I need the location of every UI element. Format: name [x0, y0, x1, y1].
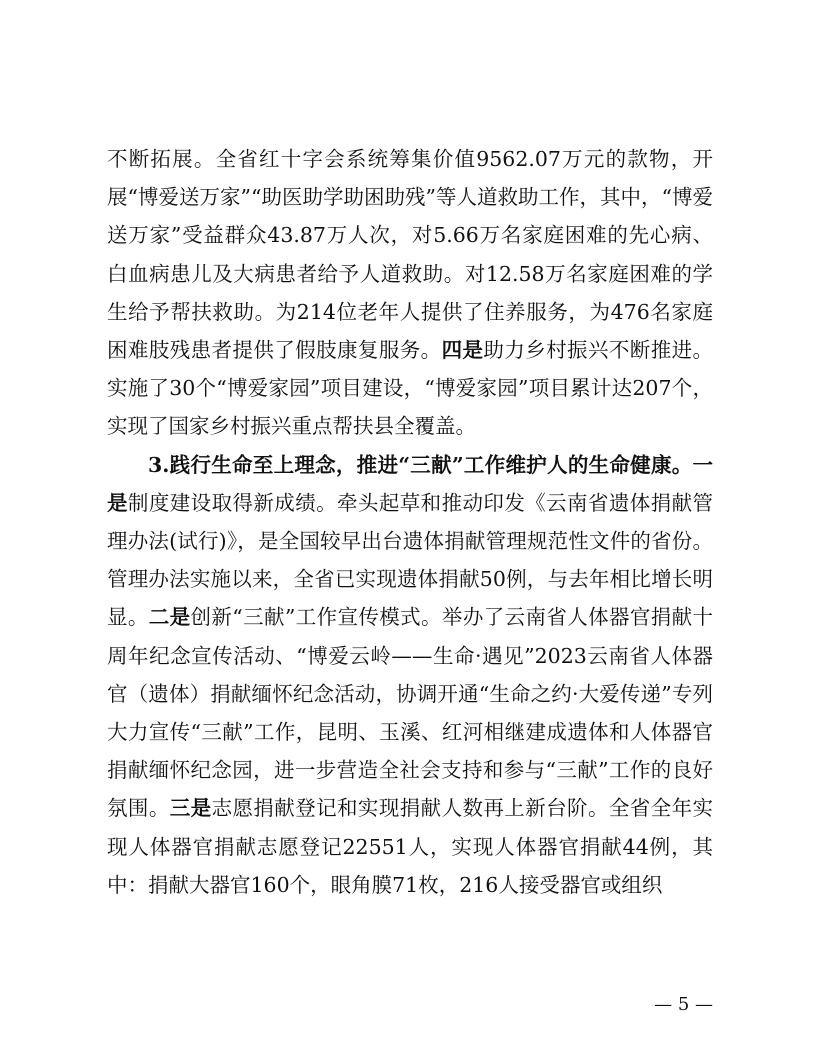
body-text — [107, 140, 713, 904]
paragraph-1-text-1: 不断拓展。全省红十字会系统筹集价值9562.07万元的款物，开展“博爱送万家”“助医助学助困助残”等人道救助工作，其中，“博爱送万家”受益群众43.87万人次，对5.66万名家庭困难的先心病、白血病患儿及大病患者给予人道救助。对12.58万名家庭困难的学生给予帮扶救助。为214位老年人提供了住养服务，为476名家庭困难肢残患者提供了假肢康复服务。 — [107, 147, 713, 363]
paragraph-1-text-2: 助力乡村振兴不断推进。实施了30个“博爱家园”项目建设，“博爱家园”项目累计达207个，实现了国家乡村振兴重点帮扶县全覆盖。 — [107, 338, 714, 439]
paragraph-2-bold-1: 二是 — [148, 605, 191, 630]
paragraph-1-bold-1: 四是 — [441, 338, 484, 363]
paragraph-2-text-3: 志愿捐献登记和实现捐献人数再上新台阶。全省全年实现人体器官捐献志愿登记22551人，实现人体器官捐献44例，其中：捐献大器官160个，眼角膜71枚，216人接受器官或组织 — [107, 796, 714, 897]
paragraph-2-bold-2: 三是 — [169, 796, 212, 821]
paragraph-2-text-2: 创新“三献”工作宣传模式。举办了云南省人体器官捐献十周年纪念宣传活动、“博爱云岭——生命·遇见”2023云南省人体器官（遗体）捐献缅怀纪念活动，协调开通“生命之约·大爱传递”专列大力宣传“三献”工作，昆明、玉溪、红河相继建成遗体和人体器官捐献缅怀纪念园，进一步营造全社会支持和参与“三献”工作的良好氛围。 — [107, 605, 713, 821]
paragraph-1 — [107, 140, 713, 446]
paragraph-2-text-1: 制度建设取得新成绩。牵头起草和推动印发《云南省遗体捐献管理办法(试行)》，是全国较早出台遗体捐献管理规范性文件的省份。管理办法实施以来，全省已实现遗体捐献50例，与去年相比增长明显。 — [107, 490, 714, 630]
paragraph-2-heading: 3.践行生命至上理念，推进“三献”工作维护人的生命健康。一是 — [107, 452, 713, 515]
paragraph-2 — [107, 446, 713, 904]
page-number: — 5 — — [654, 994, 713, 1015]
